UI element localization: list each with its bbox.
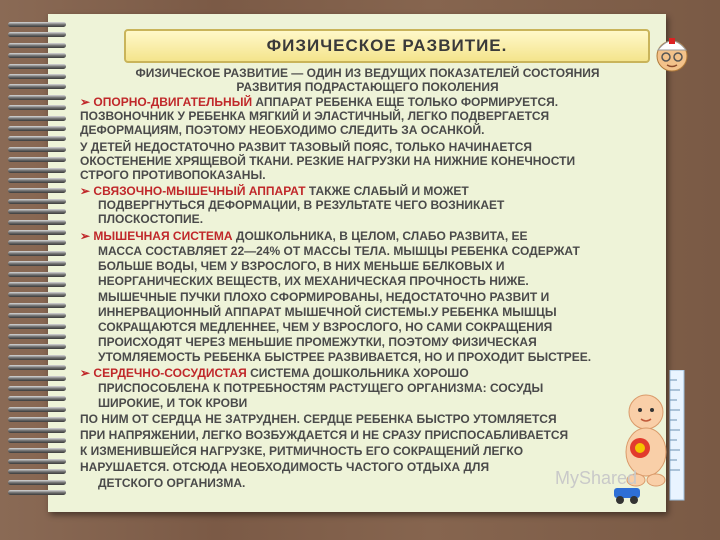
spiral-coil (8, 469, 66, 474)
baby-with-ruler-illustration (610, 370, 700, 510)
spiral-coil (8, 126, 66, 131)
body-line: МАССА СОСТАВЛЯЕТ 22—24% ОТ МАССЫ ТЕЛА. МЫШЦЫ РЕБЕНКА СОДЕРЖАТ (98, 244, 580, 258)
spiral-coil (8, 428, 66, 433)
spiral-coil (8, 480, 66, 485)
body-line: ШИРОКИЕ, И ТОК КРОВИ (98, 396, 248, 410)
spiral-coil (8, 43, 66, 48)
body-line: БОЛЬШЕ ВОДЫ, ЧЕМ У ВЗРОСЛОГО, В НИХ МЕНЬШЕ БЕЛКОВЫХ И (98, 259, 505, 273)
spiral-coil (8, 74, 66, 79)
body-line: ПОЗВОНОЧНИК У РЕБЕНКА МЯГКИЙ И ЭЛАСТИЧНЫЙ, ЛЕГКО ПОДВЕРГАЕТСЯ (80, 109, 550, 123)
spiral-coil (8, 199, 66, 204)
spiral-coil (8, 396, 66, 401)
spiral-coil (8, 84, 66, 89)
bullet-arrow-icon: ➢ (80, 366, 91, 380)
spiral-coil (8, 105, 66, 110)
bullet-muscular: ➢ МЫШЕЧНАЯ СИСТЕМА ДОШКОЛЬНИКА, В ЦЕЛОМ, СЛАБО РАЗВИТА, ЕЕ (80, 229, 528, 243)
body-line: ПРОИСХОДЯТ ЧЕРЕЗ МЕНЬШИЕ ПРОМЕЖУТКИ, ПОЭТОМУ ФИЗИЧЕСКАЯ (98, 335, 537, 349)
body-line: ПРИ НАПРЯЖЕНИИ, ЛЕГКО ВОЗБУЖДАЕТСЯ И НЕ СРАЗУ ПРИСПОСАБЛИВАЕТСЯ (80, 428, 569, 442)
body-line: СОКРАЩАЮТСЯ МЕДЛЕННЕЕ, ЧЕМ У ВЗРОСЛОГО, НО САМИ СОКРАЩЕНИЯ (98, 320, 553, 334)
body-line: ПОДВЕРГНУТЬСЯ ДЕФОРМАЦИИ, В РЕЗУЛЬТАТЕ ЧЕГО ВОЗНИКАЕТ (98, 198, 505, 212)
doctor-mascot-icon (652, 30, 692, 74)
spiral-coil (8, 116, 66, 121)
spiral-coil (8, 355, 66, 360)
spiral-coil (8, 147, 66, 152)
bullet-arrow-icon: ➢ (80, 95, 91, 109)
body-line: ОКОСТЕНЕНИЕ ХРЯЩЕВОЙ ТКАНИ. РЕЗКИЕ НАГРУЗКИ НА НИЖНИЕ КОНЕЧНОСТИ (80, 154, 576, 168)
spiral-coil (8, 220, 66, 225)
intro-line: РАЗВИТИЯ ПОДРАСТАЮЩЕГО ПОКОЛЕНИЯ (236, 80, 499, 94)
slide-title: ФИЗИЧЕСКОЕ РАЗВИТИЕ. (266, 36, 508, 55)
spiral-coil (8, 386, 66, 391)
spiral-coil (8, 459, 66, 464)
spiral-coil (8, 209, 66, 214)
spiral-coil (8, 22, 66, 27)
bullet-heading: МЫШЕЧНАЯ СИСТЕМА (93, 229, 233, 243)
spiral-coil (8, 407, 66, 412)
notebook-spiral (8, 22, 68, 512)
bullet-arrow-icon: ➢ (80, 184, 91, 198)
intro-line: ФИЗИЧЕСКОЕ РАЗВИТИЕ — ОДИН ИЗ ВЕДУЩИХ ПОКАЗАТЕЛЕЙ СОСТОЯНИЯ (135, 66, 600, 80)
body-line: ИННЕРВАЦИОННЫЙ АППАРАТ МЫШЕЧНОЙ СИСТЕМЫ.У РЕБЕНКА МЫШЦЫ (98, 305, 557, 319)
spiral-coil (8, 448, 66, 453)
bullet-ligament: ➢ СВЯЗОЧНО-МЫШЕЧНЫЙ АППАРАТ ТАКЖЕ СЛАБЫЙ И МОЖЕТ (80, 184, 469, 198)
body-line: ПРИСПОСОБЛЕНА К ПОТРЕБНОСТЯМ РАСТУЩЕГО ОРГАНИЗМА: СОСУДЫ (98, 381, 544, 395)
spiral-coil (8, 438, 66, 443)
slide-body (80, 66, 655, 506)
bullet-heading: СВЯЗОЧНО-МЫШЕЧНЫЙ АППАРАТ (93, 184, 306, 198)
spiral-coil (8, 188, 66, 193)
spiral-coil (8, 417, 66, 422)
spiral-coil (8, 136, 66, 141)
spiral-coil (8, 376, 66, 381)
spiral-coil (8, 334, 66, 339)
spiral-coil (8, 95, 66, 100)
body-line: МЫШЕЧНЫЕ ПУЧКИ ПЛОХО СФОРМИРОВАНЫ, НЕДОСТАТОЧНО РАЗВИТ И (98, 290, 550, 304)
spiral-coil (8, 282, 66, 287)
watermark: MyShared (555, 468, 638, 488)
bullet-heading: СЕРДЕЧНО-СОСУДИСТАЯ (93, 366, 247, 380)
spiral-coil (8, 178, 66, 183)
spiral-coil (8, 261, 66, 266)
body-line: ДЕТСКОГО ОРГАНИЗМА. (98, 476, 246, 490)
bullet-musculoskeletal: ➢ ОПОРНО-ДВИГАТЕЛЬНЫЙ АППАРАТ РЕБЕНКА ЕЩЕ ТОЛЬКО ФОРМИРУЕТСЯ. (80, 95, 559, 109)
spiral-coil (8, 324, 66, 329)
bullet-arrow-icon: ➢ (80, 229, 91, 243)
spiral-coil (8, 292, 66, 297)
spiral-coil (8, 32, 66, 37)
spiral-coil (8, 64, 66, 69)
body-line: ДЕФОРМАЦИЯМ, ПОЭТОМУ НЕОБХОДИМО СЛЕДИТЬ ЗА ОСАНКОЙ. (80, 123, 485, 137)
spiral-coil (8, 490, 66, 495)
spiral-coil (8, 240, 66, 245)
spiral-coil (8, 157, 66, 162)
spiral-coil (8, 303, 66, 308)
bullet-cardiovascular: ➢ СЕРДЕЧНО-СОСУДИСТАЯ СИСТЕМА ДОШКОЛЬНИКА ХОРОШО (80, 366, 469, 380)
body-line: У ДЕТЕЙ НЕДОСТАТОЧНО РАЗВИТ ТАЗОВЫЙ ПОЯС, ТОЛЬКО НАЧИНАЕТСЯ (80, 140, 533, 154)
spiral-coil (8, 344, 66, 349)
spiral-coil (8, 313, 66, 318)
bullet-heading: ОПОРНО-ДВИГАТЕЛЬНЫЙ (93, 95, 253, 109)
spiral-coil (8, 251, 66, 256)
body-line: ПО НИМ ОТ СЕРДЦА НЕ ЗАТРУДНЕН. СЕРДЦЕ РЕБЕНКА БЫСТРО УТОМЛЯЕТСЯ (80, 412, 557, 426)
body-line: К ИЗМЕНИВШЕЙСЯ НАГРУЗКЕ, РИТМИЧНОСТЬ ЕГО СОКРАЩЕНИЙ ЛЕГКО (80, 444, 524, 458)
spiral-coil (8, 230, 66, 235)
body-line: ПЛОСКОСТОПИЕ. (98, 212, 204, 226)
body-line: СТРОГО ПРОТИВОПОКАЗАНЫ. (80, 168, 266, 182)
body-line: УТОМЛЯЕМОСТЬ РЕБЕНКА БЫСТРЕЕ РАЗВИВАЕТСЯ, НО И ПРОХОДИТ БЫСТРЕЕ. (98, 350, 592, 364)
spiral-coil (8, 168, 66, 173)
spiral-coil (8, 272, 66, 277)
body-line: НЕОРГАНИЧЕСКИХ ВЕЩЕСТВ, ИХ МЕХАНИЧЕСКАЯ ПРОЧНОСТЬ НИЖЕ. (98, 274, 529, 288)
body-line: НАРУШАЕТСЯ. ОТСЮДА НЕОБХОДИМОСТЬ ЧАСТОГО ОТДЫХА ДЛЯ (80, 460, 490, 474)
slide-title-banner (124, 29, 650, 63)
spiral-coil (8, 365, 66, 370)
spiral-coil (8, 53, 66, 58)
